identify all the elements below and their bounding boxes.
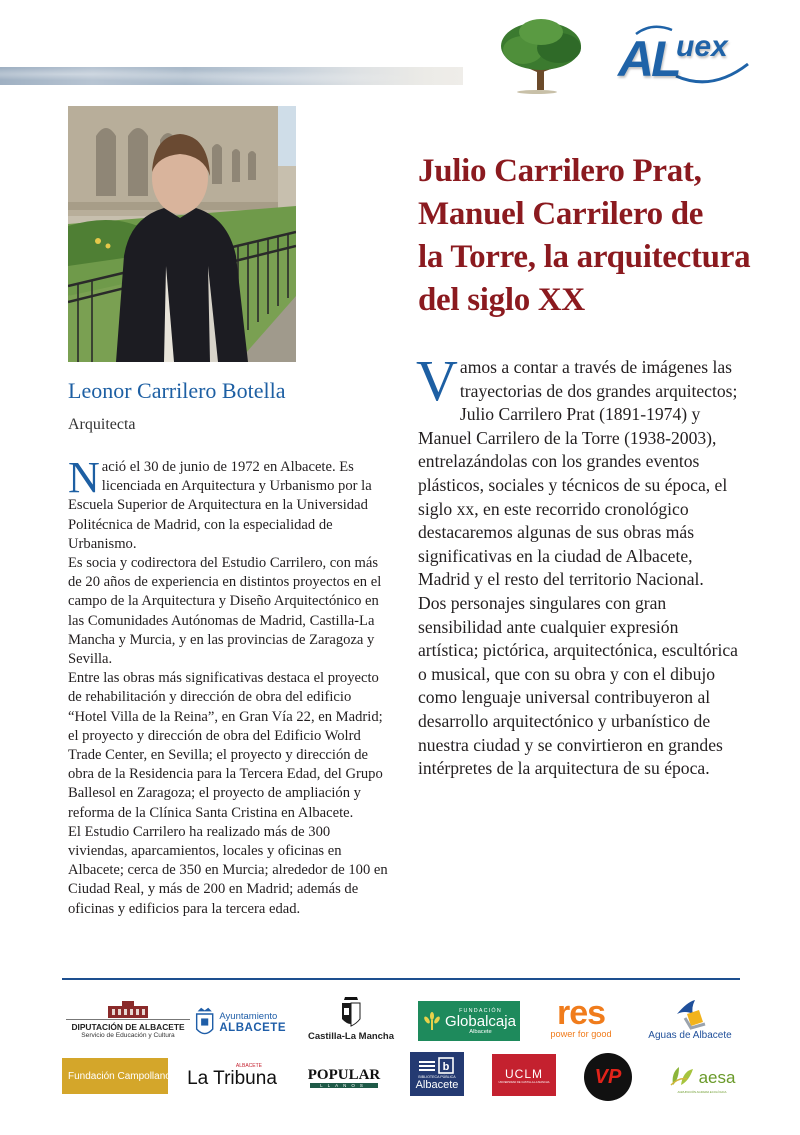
article-intro [416, 348, 738, 781]
globalcaja-bottom: Albacete [469, 1028, 492, 1035]
ayuntamiento-line2: ALBACETE [219, 1021, 286, 1034]
intro-paragraph: Dos personajes singulares con gran sensibilidad ante cualquier expresión artística; pictórica, arquitectónica, escultórica o musical, que con su obra y con el dibujo como lenguaje universal contribuyeron al desarrollo arquitectónico y urbanístico de nuestra ciudad y se convirtieron en grandes intérpretes de la arquitectura de su época. [418, 592, 738, 779]
logo-diputacion-albacete [66, 996, 190, 1042]
logo-uclm [492, 1054, 556, 1096]
profile-name: Leonor Carrilero Botella [68, 378, 286, 403]
aguas-wave-icon [673, 998, 707, 1030]
aesa-label: aesa [698, 1067, 736, 1087]
portrait-photo [68, 106, 296, 362]
uclm-sub: UNIVERSIDAD DE CASTILLA-LA MANCHA [498, 1080, 550, 1084]
ayuntamiento-line1: Ayuntamiento [219, 1010, 278, 1022]
campollano-label: Fundación Campollano [68, 1070, 171, 1082]
city-shield-icon [194, 1004, 215, 1040]
profile-role: Arquitecta [68, 416, 136, 433]
res-tagline: power for good [550, 1029, 612, 1039]
popular-label: POPULAR [307, 1067, 381, 1083]
aguas-label: Aguas de Albacete [648, 1029, 732, 1041]
header-sky-banner [0, 67, 463, 85]
wheat-icon [422, 1012, 442, 1030]
bio-paragraph: ació el 30 de junio de 1972 en Albacete. Es licenciada en Arquitectura y Urbanismo por la Escuela Superior de Arquitectura en la Universidad Politécnica de Madrid, con la especialidad de Urbanismo. [68, 459, 372, 552]
biblioteca-line1: BIBLIOTECA PÚBLICA [418, 1075, 456, 1079]
castilla-shield-icon [340, 995, 362, 1029]
castilla-label: Castilla-La Mancha [307, 1030, 395, 1042]
logo-aesa [658, 1058, 746, 1100]
oak-tree-icon [497, 16, 585, 94]
diputacion-rule [66, 1019, 190, 1020]
biblioteca-line2: Albacete [415, 1079, 459, 1091]
res-main: res [556, 994, 606, 1032]
bio-paragraph: Es socia y codirectora del Estudio Carrilero, con más de 20 años de experiencia en distintos proyectos en el campo de la Arquitectura y Diseño Arquitectónico en las Comunidades Autónomas de Madrid, Castilla-La Mancha y Murcia, y en las provincias de Zaragoza y Sevilla. [68, 555, 382, 668]
globalcaja-top: FUNDACIÓN [459, 1007, 502, 1014]
bio-paragraph: Entre las obras más significativas destaca el proyecto de rehabilitación y dirección de obra del edificio “Hotel Villa de la Reina”, en Gran Vía 22, en Madrid; el proyecto y dirección de obra del Edificio Wolrd Trade Center, en Sevilla; el proyecto y dirección de obra de la Residencia para la Tercera Edad, del Grupo Ballesol en Zaragoza; el proyecto de ampliación y reforma de la Clínica Santa Cristina en Albacete. [68, 670, 383, 821]
svg-text:b: b [442, 1061, 450, 1073]
diputacion-line1: DIPUTACIÓN DE ALBACETE [71, 1021, 185, 1032]
title-line: Manuel Carrilero de [418, 196, 704, 232]
title-line: la Torre, la arquitectura [418, 239, 751, 275]
logo-vp [584, 1053, 632, 1101]
logo-la-tribuna [180, 1060, 284, 1092]
tribuna-label: La Tribuna [187, 1068, 277, 1089]
title-line: Julio Carrilero Prat, [418, 153, 702, 189]
logo-res [546, 994, 616, 1042]
article-title [418, 150, 751, 322]
title-line: del siglo XX [418, 282, 585, 318]
intro-paragraph: amos a contar a través de imágenes las trayectorias de dos grandes arquitectos; Julio Carrilero Prat (1891-1974) y Manuel Carrilero de la Torre (1938-2003), entrelazándolas con los grandes eventos plásticos, sociales y técnicos de su época, el siglo xx, en este recorrido cronológico destacaremos algunas de sus obras más significativas en la ciudad de Albacete, Madrid y el resto del territorio Nacional. [418, 357, 738, 590]
intro-dropcap: V [416, 348, 458, 413]
profile-bio [68, 453, 388, 919]
logo-fundacion-campollano [62, 1058, 171, 1094]
aluex-uex-text: uex [676, 30, 728, 63]
vp-label: VP [594, 1065, 622, 1088]
logo-castilla-la-mancha [306, 992, 396, 1044]
library-building-icon [417, 1057, 457, 1075]
footer-divider [62, 978, 740, 980]
aluex-logo [618, 20, 758, 92]
bio-paragraph: El Estudio Carrilero ha realizado más de 300 viviendas, aparcamientos, locales y oficinas en Albacete; cerca de 350 en Murcia; alrededor de 100 en Ciudad Real, y más de 200 en Madrid; además de oficinas y edificios para la tercera edad. [68, 823, 388, 917]
uclm-label: UCLM [504, 1066, 543, 1081]
olive-leaves-icon [669, 1065, 699, 1087]
popular-sub: LLANOS [310, 1083, 378, 1088]
bio-dropcap: N [68, 453, 100, 502]
logo-fundacion-globalcaja [418, 1001, 520, 1041]
aesa-sub: AGRUPACIÓN AGRARIA ECOLÓGICA [677, 1089, 727, 1094]
logo-aguas-de-albacete [640, 994, 740, 1044]
logo-popular-llanos [308, 1066, 380, 1090]
globalcaja-main: Globalcaja [445, 1012, 516, 1030]
palace-icon [106, 1000, 150, 1018]
tribuna-sub: ALBACETE [235, 1063, 262, 1069]
logo-ayuntamiento-albacete [194, 1002, 286, 1042]
diputacion-line2: Servicio de Educación y Cultura [81, 1031, 175, 1039]
logo-biblioteca-publica-albacete [410, 1052, 464, 1096]
aluex-al-text: AL [618, 31, 679, 87]
